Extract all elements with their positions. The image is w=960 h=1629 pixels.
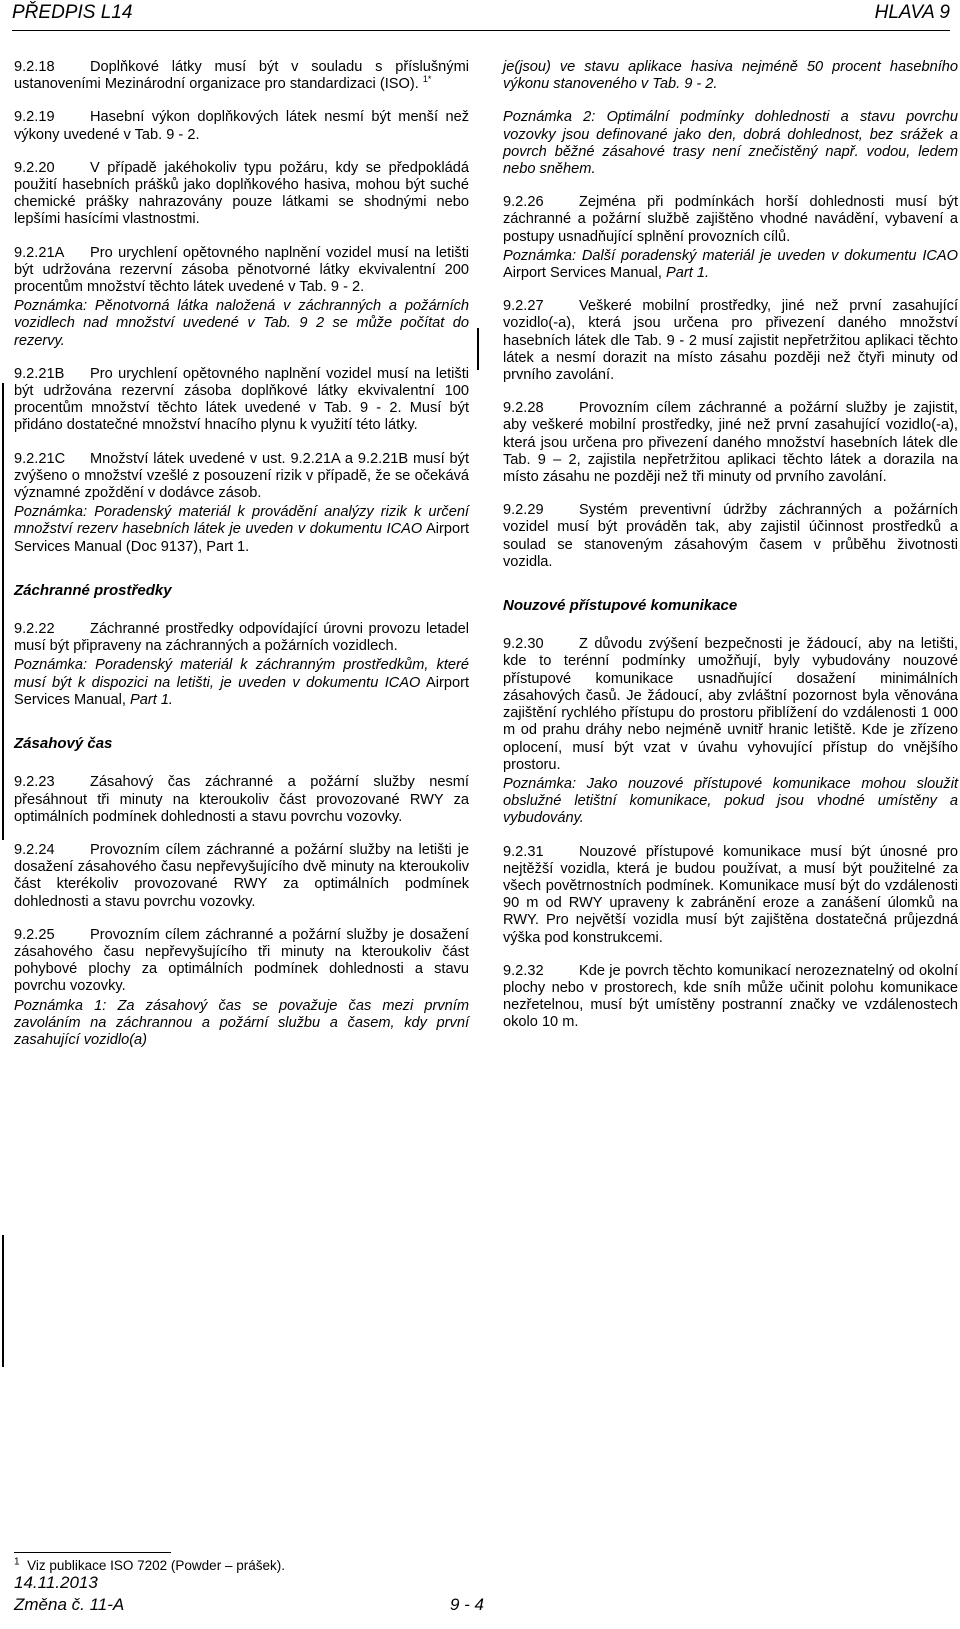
paragraph	[14, 842, 469, 911]
note	[503, 59, 958, 93]
section-heading: Záchranné prostředky	[14, 581, 172, 599]
paragraph-number: 9.2.21C	[14, 450, 66, 467]
paragraph	[14, 366, 469, 435]
paragraph-text: Pro urychlení opětovného naplnění vozidel musí na letišti být udržována rezervní zásoba pěnotvorné látky ekvivalentní 200 procentům množství těchto látek uvedené v Tab. 9 - 2.	[14, 244, 469, 296]
note-text: Poznámka: Další poradenský materiál je uveden v dokumentu ICAO	[503, 247, 958, 264]
change-bar	[2, 383, 4, 840]
footer-date: 14.11.2013	[14, 1573, 98, 1592]
footnote-reference: 1*	[422, 74, 432, 85]
paragraph-text: Zejména při podmínkách horší dohlednosti musí být záchranné a požární službě zajištěno vhodné navádění, vybavení a postupy usnadňující splnění provozních cílů.	[503, 194, 958, 245]
note-reference: Airport Services Manual,	[14, 674, 470, 708]
paragraph-number: 9.2.22	[14, 621, 55, 638]
note	[14, 504, 469, 556]
header-title: PŘEDPIS L14	[12, 2, 133, 23]
footnote-rule	[14, 1552, 171, 1553]
note-part: Part 1.	[666, 265, 710, 282]
paragraph	[503, 194, 958, 246]
paragraph	[14, 927, 469, 996]
paragraph-number: 9.2.21B	[14, 365, 65, 382]
paragraph	[503, 502, 958, 571]
paragraph-text: Doplňkové látky musí být v souladu s příslušnými ustanoveními Mezinárodní organizace pro standardizaci (ISO).	[14, 59, 469, 93]
paragraph-number: 9.2.31	[503, 843, 544, 860]
right-column	[503, 59, 958, 1048]
paragraph	[503, 298, 958, 384]
note	[14, 998, 469, 1050]
paragraph-number: 9.2.27	[503, 298, 544, 315]
paragraph-number: 9.2.30	[503, 636, 544, 653]
note-text: Poznámka: Poradenský materiál k provádění analýzy rizik k určení množství rezerv hasebních látek je uveden v dokumentu ICAO	[14, 504, 469, 538]
paragraph-text: Veškeré mobilní prostředky, jiné než první zasahující vozidlo(-a), která jsou určena pro přivezení daného množství hasebních látek dle Tab. 9 - 2 musí zajistit nepřetržitou aplikaci těchto látek a nesmí dorazit na místo zásahu později než čtyři minuty od prvního zavolání.	[503, 298, 958, 384]
paragraph-number: 9.2.21A	[14, 244, 65, 261]
paragraph-text: Z důvodu zvýšení bezpečnosti je žádoucí, aby na letišti, kde to terénní podmínky umožňují, byly vybudovány nouzové přístupové komunikace usnadňující dosažení minimálních zásahových časů. Je žádoucí, aby zvláštní pozornost byla věnována zajištění rychlého přístupu do prostoru přiblížení do vzdálenosti 1 000 m od prahu dráhy nebo nejméně uvnitř hranic letiště. Kde je zřízeno oplocení, musí být vzat v úvahu vyhovující přístup do vnějšího prostoru.	[503, 636, 958, 773]
paragraph	[14, 245, 469, 297]
paragraph-text: Systém preventivní údržby záchranných a požárních vozidel musí být prováděn tak, aby zajistil účinnost prostředků a soulad se stanoveným zásahovým časem v průběhu životnosti vozidla.	[503, 502, 958, 570]
paragraph-number: 9.2.18	[14, 59, 55, 75]
section-heading: Zásahový čas	[14, 735, 113, 753]
paragraph-number: 9.2.19	[14, 109, 55, 126]
note	[503, 776, 958, 828]
note-text: Poznámka: Pěnotvorná látka naložená v záchranných a požárních vozidlech nad množství uvedené v Tab. 9 2 se může počítat do rezervy.	[14, 298, 469, 349]
note-text: Poznámka: Jako nouzové přístupové komunikace mohou sloužit obslužné letištní komunikace, pokud jsou vhodné umístěny a vybudovány.	[503, 775, 958, 827]
paragraph	[14, 109, 469, 143]
paragraph-text: Záchranné prostředky odpovídající úrovni provozu letadel musí být připraveny na záchranných a požárních vozidlech.	[14, 621, 469, 655]
footer-change: Změna č. 11-A	[14, 1595, 125, 1614]
note-text: Poznámka 2: Optimální podmínky dohlednosti a stavu povrchu vozovky jsou definované jako den, dobrá dohlednost, bez srážek a povrch běžné zásahové trasy není znečistěný např. vodou, ledem nebo sněhem.	[503, 109, 958, 178]
paragraph-number: 9.2.28	[503, 400, 544, 417]
note-reference: Airport Services Manual (Doc 9137), Part 1.	[14, 521, 470, 555]
paragraph-text: Hasební výkon doplňkových látek nesmí být menší než výkony uvedené v Tab. 9 - 2.	[14, 109, 469, 143]
paragraph-number: 9.2.29	[503, 502, 544, 519]
paragraph	[503, 400, 958, 486]
paragraph	[14, 59, 469, 93]
note	[14, 657, 469, 709]
note-text: Poznámka: Poradenský materiál k záchranným prostředkům, které musí být k dispozici na letišti, je uveden v dokumentu ICAO	[14, 657, 469, 691]
paragraph-text: V případě jakéhokoliv typu požáru, kdy se předpokládá použití hasebních prášků jako doplňkového hasiva, mohou být suché chemické prášky nahrazovány pouze látkami se shodnými nebo lepšími hasícími vlastnostmi.	[14, 159, 469, 228]
paragraph-text: Nouzové přístupové komunikace musí být únosné pro nejtěžší vozidla, která je budou používat, a musí být použitelné za všech povětrnostních podmínek. Komunikace musí být do vzdálenosti 90 m od RWY upraveny k zabránění eroze a zanášení úlomků na RWY. Pro největší vozidla musí být zajištěna dostatečná průjezdná výška pod konstrukcemi.	[503, 843, 958, 946]
paragraph-text: Provozním cílem záchranné a požární služby na letišti je dosažení zásahového času nepřevyšujícího dvě minuty na kteroukoliv část kterékoliv provozované RWY za optimálních podmínek dohlednosti a stavu povrchu vozovky.	[14, 841, 469, 910]
footnote-text: Viz publikace ISO 7202 (Powder – prášek).	[27, 1558, 285, 1573]
note	[503, 248, 958, 282]
paragraph-text: Provozním cílem záchranné a požární služby je dosažení zásahového času nepřevyšujícího tři minuty na kteroukoliv část pohybové plochy za optimálních podmínek dohlednosti a stavu povrchu vozovky.	[14, 926, 469, 995]
paragraph	[503, 844, 958, 947]
paragraph-number: 9.2.25	[14, 926, 55, 943]
paragraph-text: Množství látek uvedené v ust. 9.2.21A a 9.2.21B musí být zvýšeno o množství vzešlé z posouzení rizik v případě, že se očekává významné zpoždění v dodávce zásob.	[14, 450, 469, 502]
section-heading: Nouzové přístupové komunikace	[503, 597, 738, 615]
paragraph-text: Zásahový čas záchranné a požární služby nesmí přesáhnout tři minuty na kteroukoliv část provozované RWY za optimálních podmínek dohlednosti a stavu povrchu vozovky.	[14, 774, 469, 825]
paragraph	[503, 636, 958, 774]
paragraph	[14, 621, 469, 655]
paragraph-number: 9.2.26	[503, 194, 544, 211]
paragraph	[14, 451, 469, 503]
footnote	[14, 1557, 285, 1574]
note-part: Part 1.	[130, 691, 173, 708]
paragraph-text: Pro urychlení opětovného naplnění vozidel musí na letišti být udržována rezervní zásoba doplňkové látky ekvivalentní 100 procentům množství těchto látek uvedené v Tab. 9 - 2. Musí být přidáno dostatečné množství hnacího plynu k využití této látky.	[14, 365, 469, 434]
note-reference: Airport Services Manual,	[503, 265, 662, 282]
note	[503, 109, 958, 178]
paragraph-number: 9.2.32	[503, 962, 544, 979]
paragraph-text: Provozním cílem záchranné a požární služby je zajistit, aby veškeré mobilní prostředky, jiné než první zasahující vozidlo(-a), která jsou určena pro přivezení daného množství hasebních látek dle Tab. 9 – 2, zajistila nepřetržitou aplikaci těchto látek a dorazila na místo zásahu ne později než tři minuty od prvního zavolání.	[503, 400, 958, 486]
paragraph	[503, 963, 958, 1032]
footnote-mark: 1	[14, 1556, 20, 1568]
paragraph-number: 9.2.23	[14, 774, 55, 791]
paragraph	[14, 774, 469, 826]
left-column	[14, 59, 469, 1065]
paragraph	[14, 160, 469, 229]
paragraph-number: 9.2.24	[14, 841, 55, 858]
paragraph-text: Kde je povrch těchto komunikací nerozeznatelný od okolní plochy nebo v prostorech, kde sníh může učinit polohu komunikace nezřetelnou, musí být umístěny postranní značky ve vzdálenostech okolo 10 m.	[503, 962, 958, 1031]
header-chapter: HLAVA 9	[874, 2, 950, 23]
note-text: Poznámka 1: Za zásahový čas se považuje čas mezi prvním zavoláním na záchrannou a požární službu a časem, kdy první zasahující vozidlo(a)	[14, 997, 469, 1048]
note	[14, 298, 469, 350]
note-text: je(jsou) ve stavu aplikace hasiva nejméně 50 procent hasebního výkonu stanoveného v Tab. 9 - 2.	[503, 59, 958, 93]
footer-page: 9 - 4	[450, 1595, 485, 1614]
change-bar	[477, 328, 479, 370]
change-bar	[2, 1235, 4, 1367]
page-header	[12, 0, 950, 31]
paragraph-number: 9.2.20	[14, 159, 55, 176]
